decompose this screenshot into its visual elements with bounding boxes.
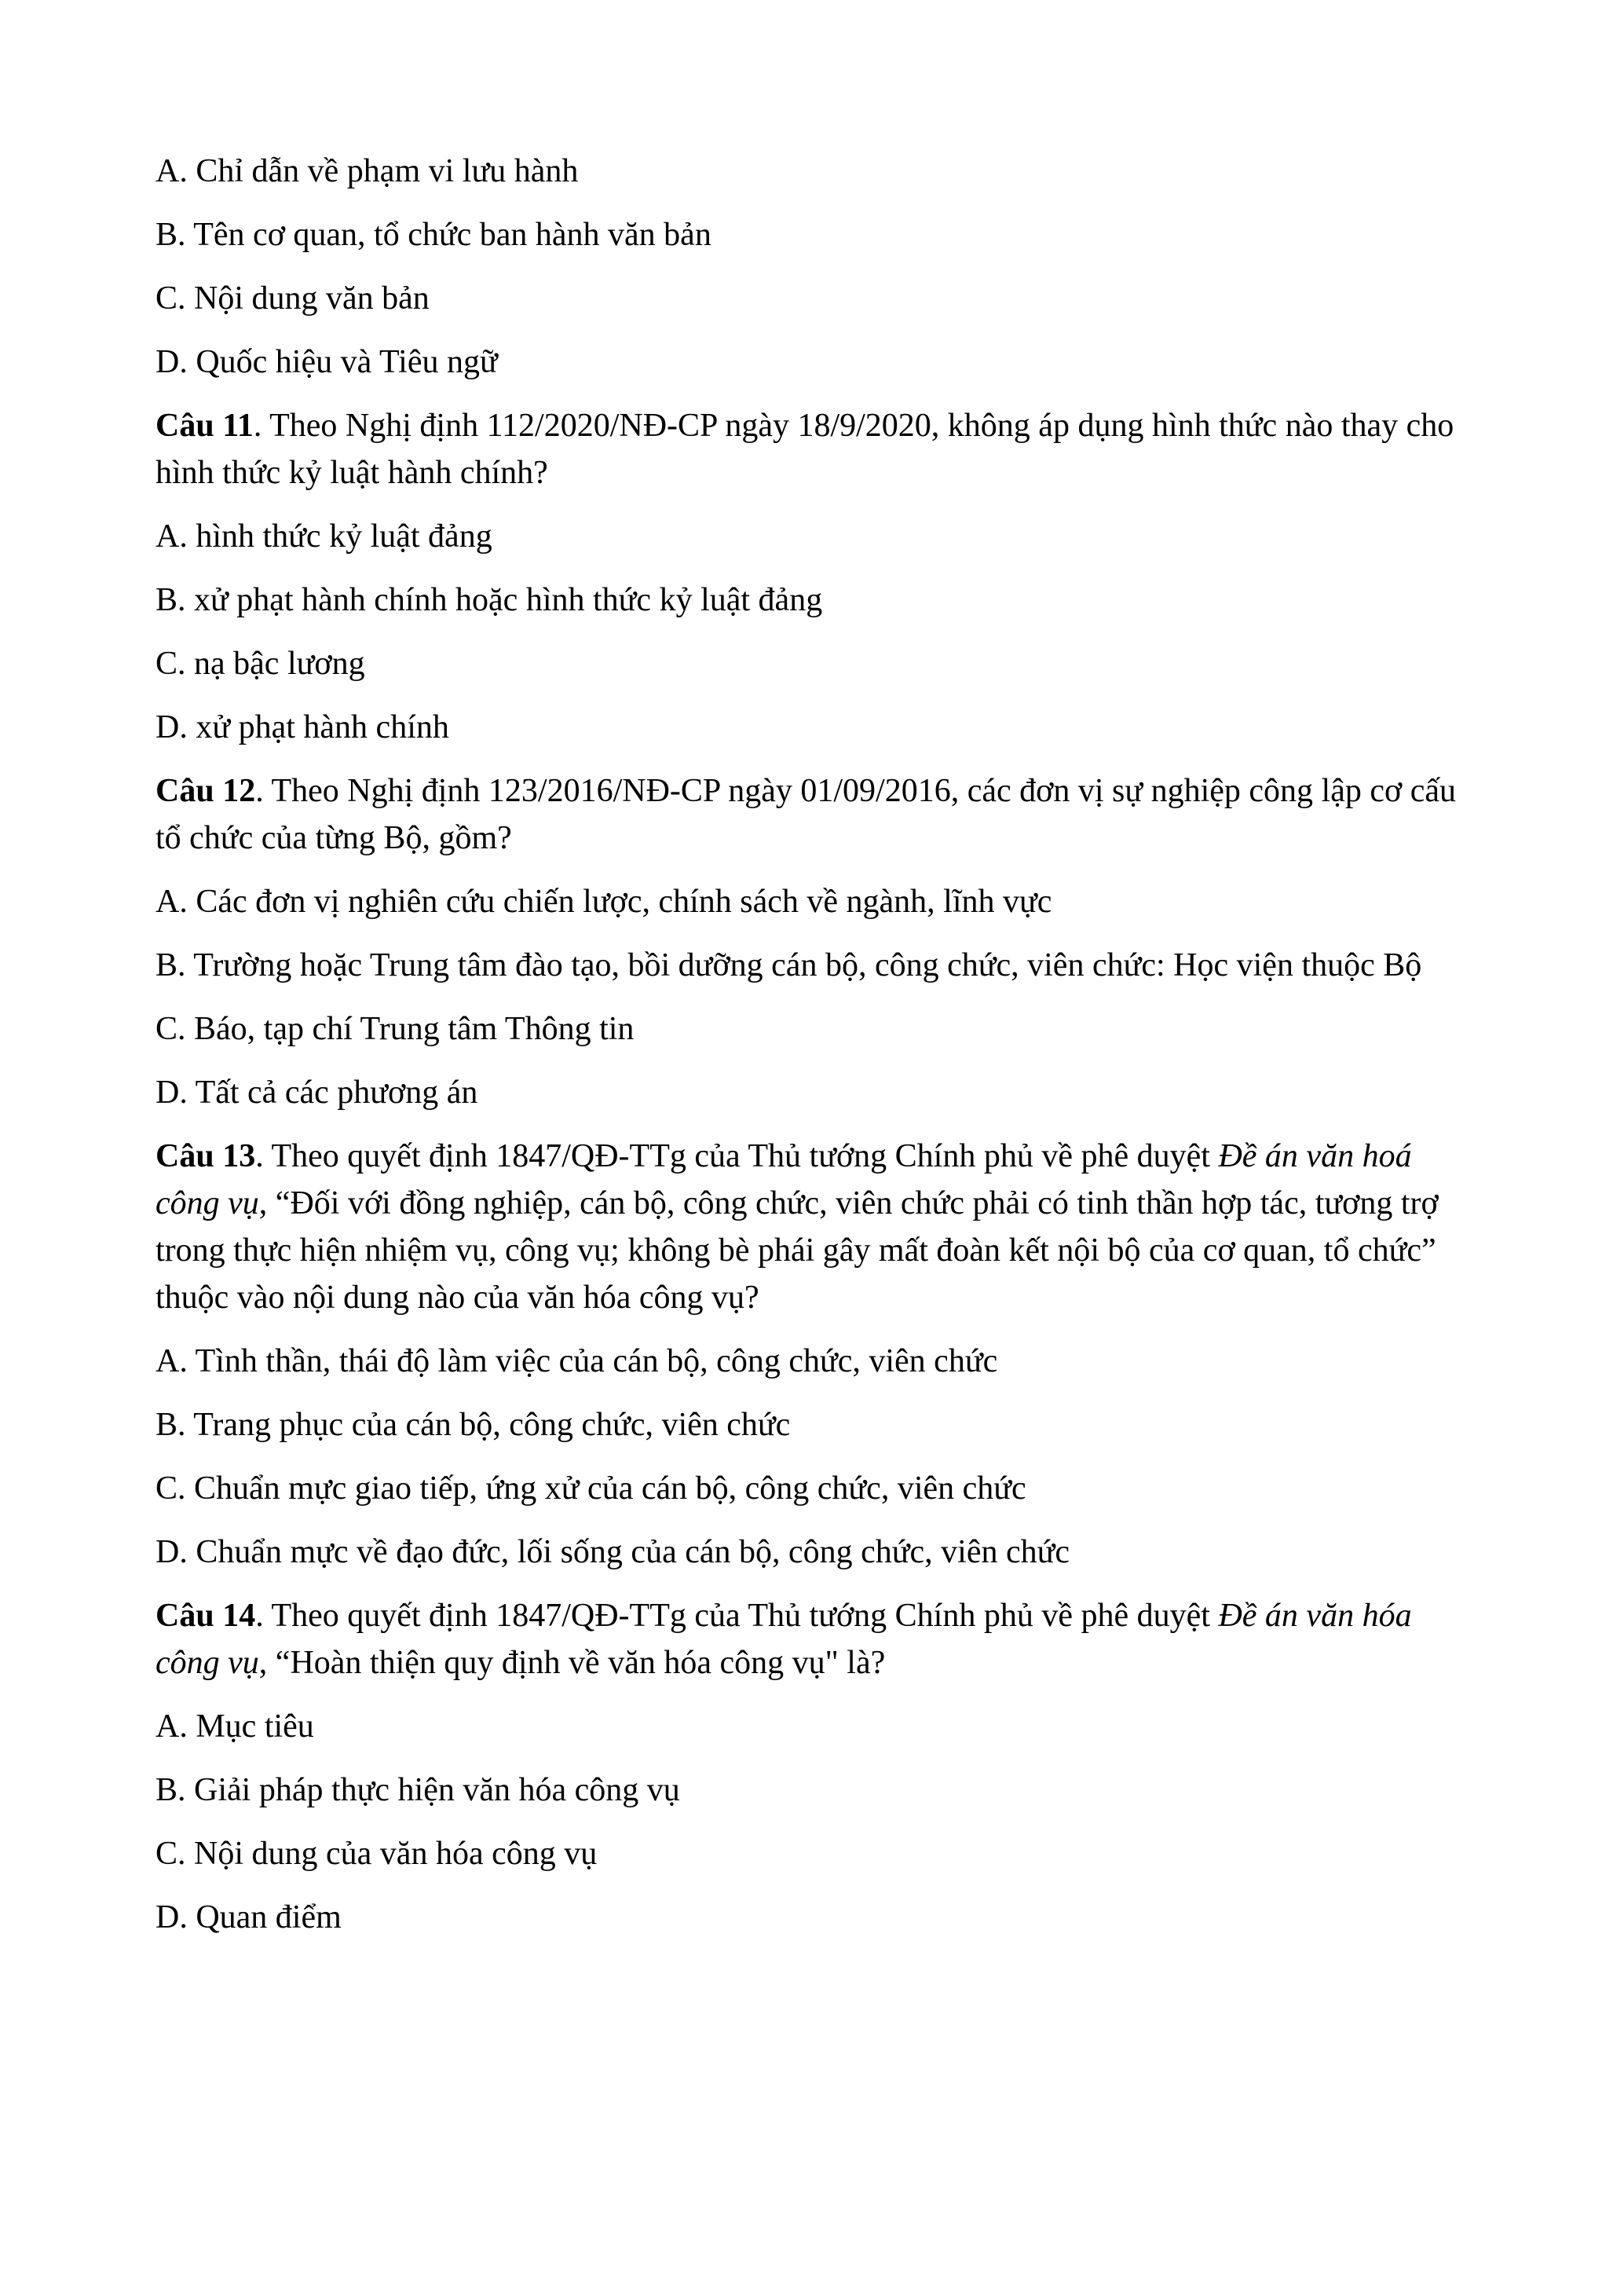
option-c: C. Nội dung của văn hóa công vụ [155, 1836, 598, 1872]
option-b: B. Trang phục của cán bộ, công chức, viên chức [155, 1407, 791, 1443]
question-text-before: . Theo quyết định 1847/QĐ-TTg của Thủ tướng Chính phủ về phê duyệt [255, 1138, 1219, 1174]
question-11 [155, 402, 1483, 496]
option-a: A. Tình thần, thái độ làm việc của cán bộ, công chức, viên chức [155, 1343, 998, 1379]
option-a: A. hình thức kỷ luật đảng [155, 518, 492, 555]
option-c: C. Báo, tạp chí Trung tâm Thông tin [155, 1011, 635, 1047]
question-14 [155, 1592, 1483, 1686]
option-b: B. Tên cơ quan, tổ chức ban hành văn bản [155, 217, 711, 253]
question-text-italic: Đề án văn hóa công vụ [155, 1598, 1412, 1681]
question-13 [155, 1133, 1483, 1321]
option-c: C. nạ bậc lương [155, 646, 365, 682]
question-text: . Theo Nghị định 112/2020/NĐ-CP ngày 18/9/2020, không áp dụng hình thức nào thay cho hình thức kỷ luật hành chính? [155, 408, 1454, 491]
question-text-after: , “Đối với đồng nghiệp, cán bộ, công chức, viên chức phải có tinh thần hợp tác, tương trợ trong thực hiện nhiệm vụ, công vụ; không bè phái gây mất đoàn kết nội bộ của cơ quan, tổ chức” thuộc vào nội dung nào của văn hóa công vụ? [155, 1185, 1439, 1316]
question-text-italic: Đề án văn hoá công vụ [155, 1138, 1412, 1221]
option-b: B. Giải pháp thực hiện văn hóa công vụ [155, 1772, 680, 1808]
question-text-after: , “Hoàn thiện quy định về văn hóa công vụ" là? [258, 1645, 886, 1681]
option-d: D. xử phạt hành chính [155, 709, 449, 745]
option-d: D. Quốc hiệu và Tiêu ngữ [155, 344, 498, 380]
option-a: A. Các đơn vị nghiên cứu chiến lược, chính sách về ngành, lĩnh vực [155, 884, 1052, 920]
question-number: Câu 14 [155, 1598, 256, 1634]
question-number: Câu 13 [155, 1138, 256, 1174]
option-a: A. Mục tiêu [155, 1708, 314, 1745]
option-a: A. Chỉ dẫn về phạm vi lưu hành [155, 153, 579, 189]
option-b: B. Trường hoặc Trung tâm đào tạo, bồi dưỡng cán bộ, công chức, viên chức: Học viện thuộc Bộ [155, 947, 1422, 983]
question-number: Câu 12 [155, 773, 256, 809]
option-c: C. Nội dung văn bản [155, 280, 430, 317]
question-text: . Theo Nghị định 123/2016/NĐ-CP ngày 01/09/2016, các đơn vị sự nghiệp công lập cơ cấu tổ chức của từng Bộ, gồm? [155, 773, 1456, 856]
option-b: B. xử phạt hành chính hoặc hình thức kỷ luật đảng [155, 582, 823, 618]
option-d: D. Quan điểm [155, 1899, 342, 1935]
document-content [155, 148, 1483, 1957]
question-12 [155, 767, 1483, 862]
option-d: D. Chuẩn mực về đạo đức, lối sống của cán bộ, công chức, viên chức [155, 1534, 1070, 1570]
option-c: C. Chuẩn mực giao tiếp, ứng xử của cán bộ, công chức, viên chức [155, 1470, 1026, 1507]
question-number: Câu 11 [155, 408, 254, 444]
question-text-before: . Theo quyết định 1847/QĐ-TTg của Thủ tướng Chính phủ về phê duyệt [255, 1598, 1219, 1634]
option-d: D. Tất cả các phương án [155, 1075, 478, 1111]
